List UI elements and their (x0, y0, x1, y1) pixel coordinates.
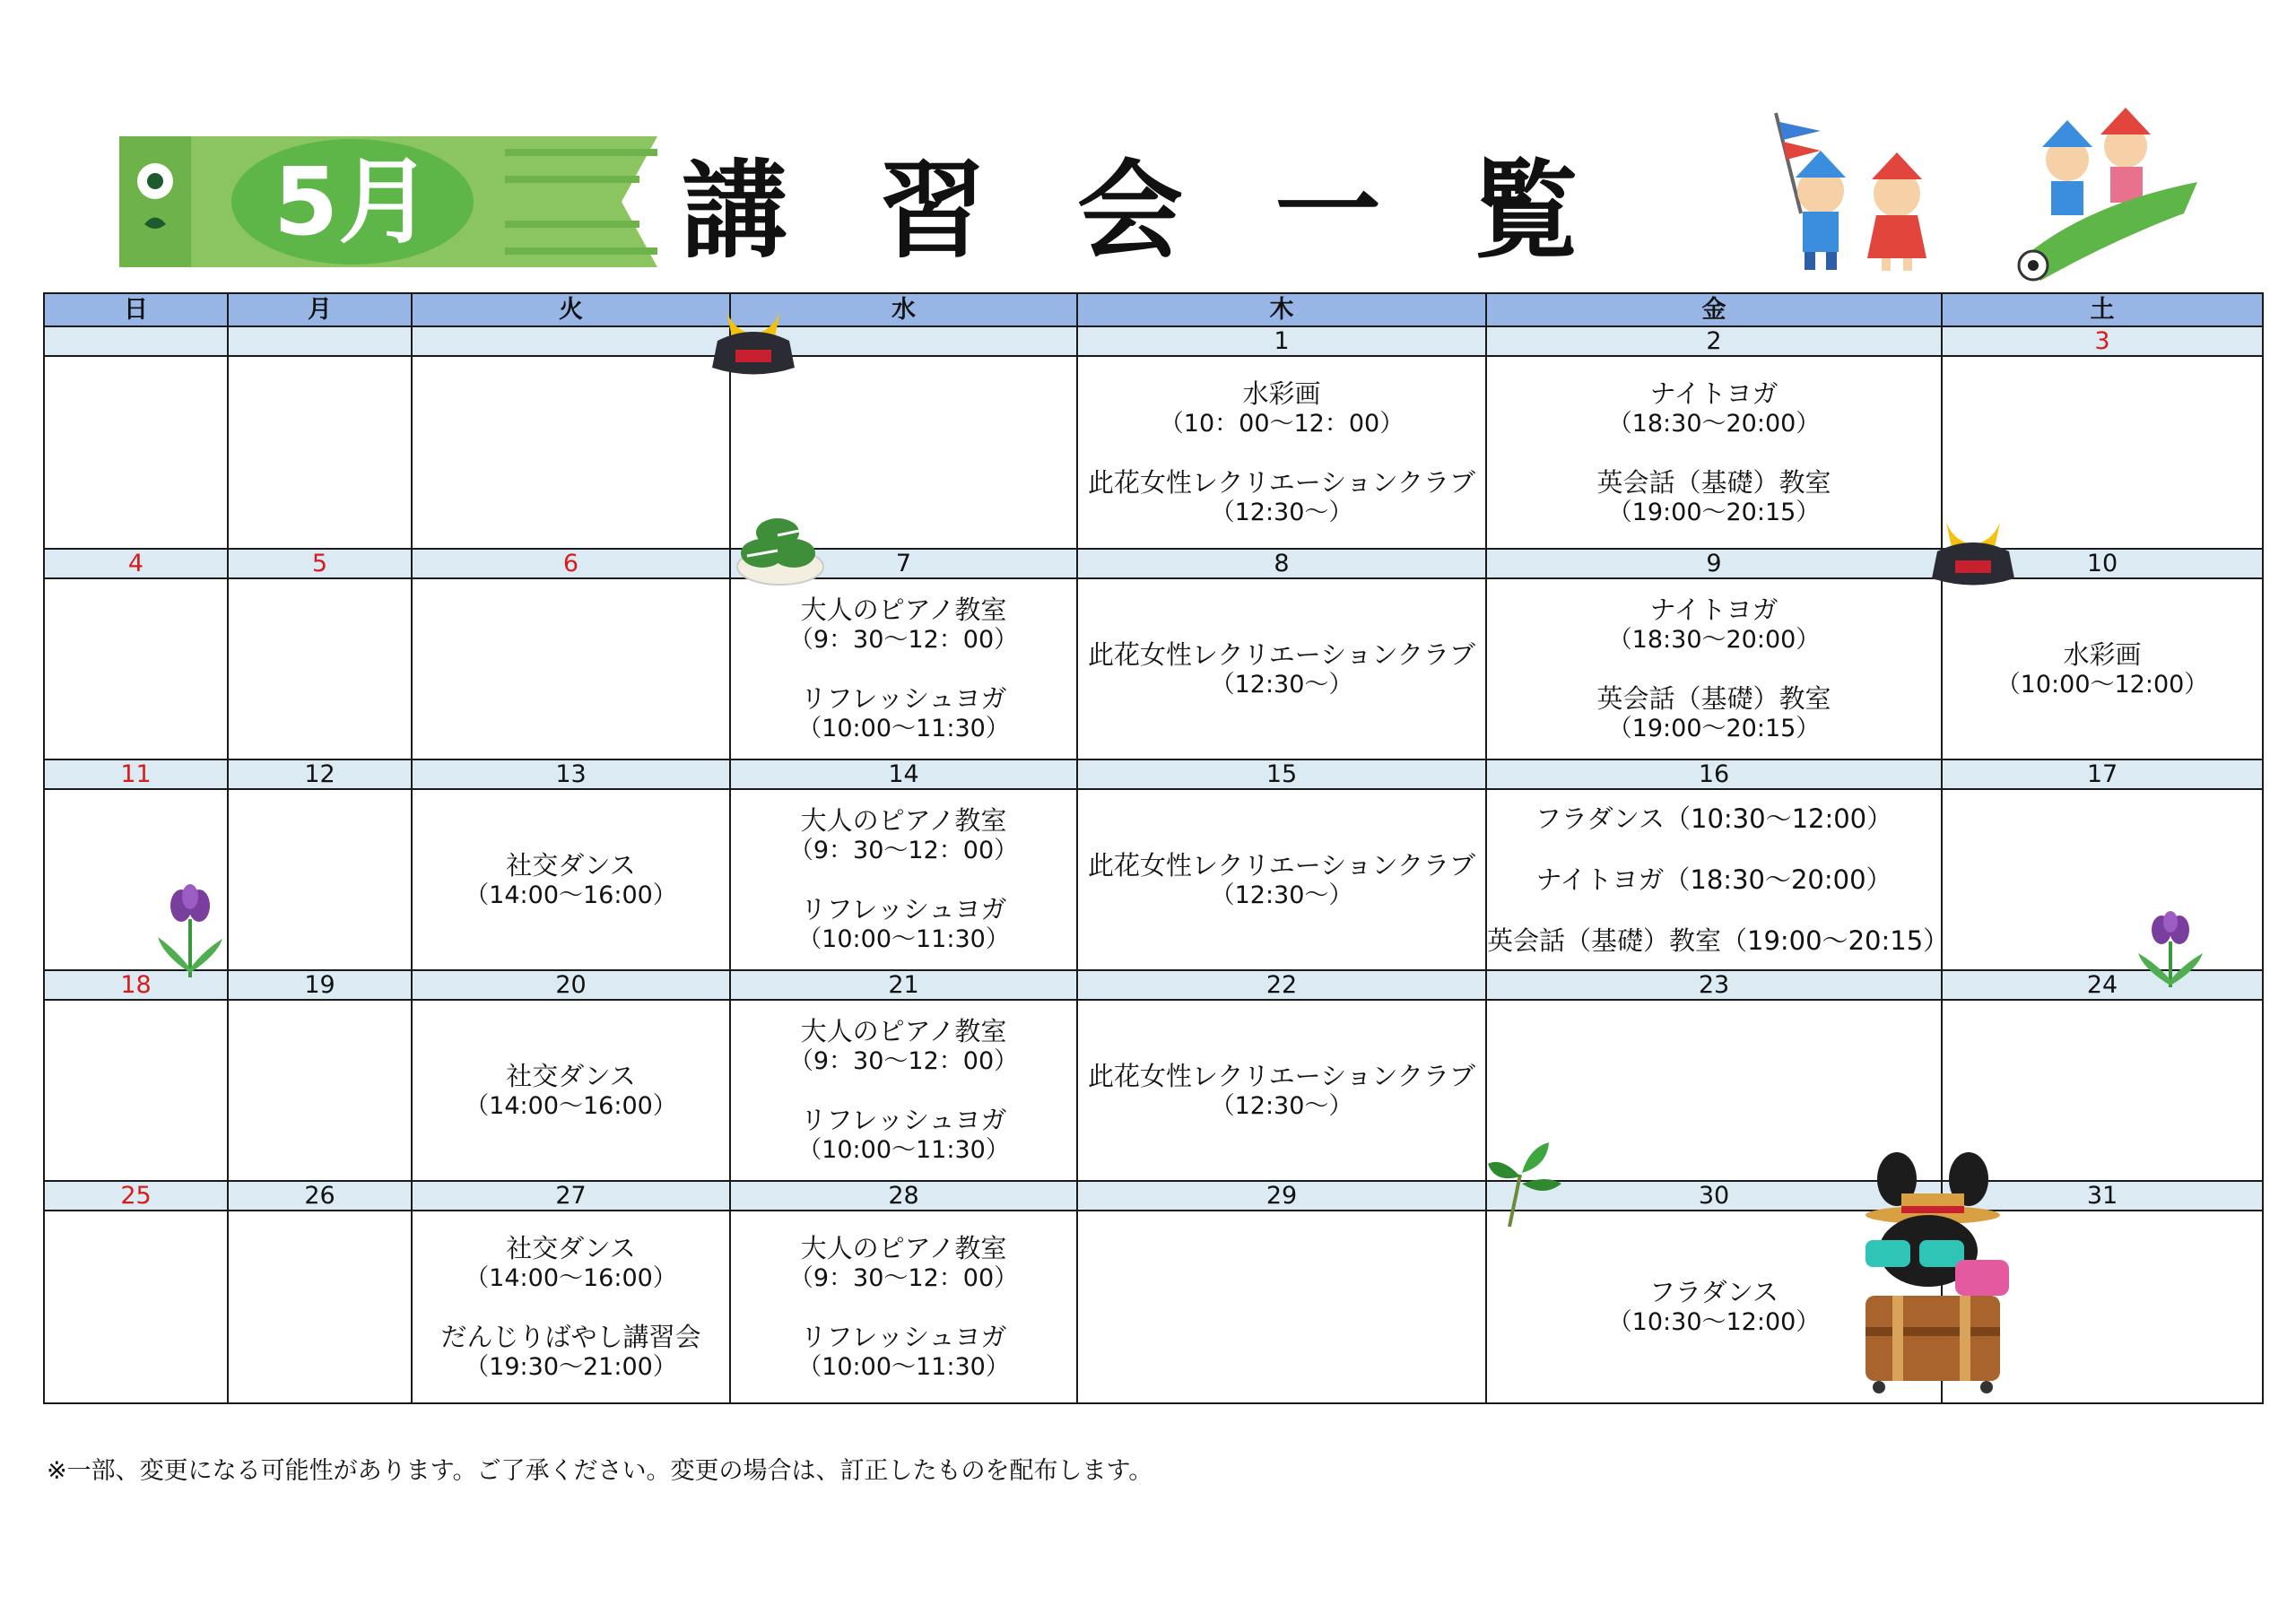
day-cell (730, 789, 1077, 970)
weekday-tue: 火 (412, 293, 730, 326)
day-number: 19 (228, 970, 412, 1000)
day-cell (44, 1211, 228, 1403)
event-item (413, 1322, 729, 1382)
event-time: （14:00～16:00） (465, 1091, 677, 1120)
title-char: 会 (1076, 149, 1183, 273)
day-cell (44, 356, 228, 549)
event-time: （12:30～） (1210, 1091, 1353, 1120)
event-time: （12:30～） (1210, 881, 1353, 909)
title-char: 習 (879, 149, 986, 273)
day-cell (1077, 356, 1486, 549)
event-item (1078, 639, 1485, 699)
event-item (1487, 378, 1941, 438)
event-item (413, 850, 729, 910)
children-flag-illustration (1758, 106, 1969, 276)
event-item (1078, 1061, 1485, 1121)
day-cell (1077, 1211, 1486, 1403)
event-time: （12:30～） (1210, 498, 1353, 526)
event-name: フラダンス（10:30～12:00） (1535, 803, 1893, 834)
day-cell (412, 789, 730, 970)
day-number: 30 (1486, 1181, 1942, 1211)
day-number: 15 (1077, 759, 1486, 789)
event-item (1487, 803, 1941, 834)
event-time: （10:30～12:00） (1607, 1308, 1821, 1336)
event-name: 英会話（基礎）教室 (1596, 466, 1831, 498)
event-name: リフレッシュヨガ (800, 1321, 1007, 1352)
page-title (682, 135, 1578, 273)
day-number: 7 (730, 549, 1077, 578)
day-number-row (44, 970, 2263, 1000)
weekday-mon: 月 (228, 293, 412, 326)
event-item (731, 1322, 1076, 1382)
weekday-header-row (44, 293, 2263, 326)
day-number: 24 (1942, 970, 2263, 1000)
day-number-row (44, 759, 2263, 789)
weekday-fri: 金 (1486, 293, 1942, 326)
day-cell (412, 356, 730, 549)
weekday-sat: 土 (1942, 293, 2263, 326)
event-item (731, 1233, 1076, 1293)
event-item (1487, 467, 1941, 527)
day-cell (730, 1000, 1077, 1181)
day-cell (44, 1000, 228, 1181)
day-cell (730, 578, 1077, 759)
title-char: 覧 (1472, 149, 1578, 273)
day-number (228, 326, 412, 356)
event-time: （18:30～20:00） (1607, 626, 1821, 654)
event-name: 水彩画 (1242, 378, 1321, 409)
event-item (1943, 639, 2262, 699)
day-cell (44, 578, 228, 759)
day-cell (228, 356, 412, 549)
event-time: （19:30～21:00） (465, 1352, 677, 1381)
event-item (413, 1233, 729, 1293)
event-time: （19:00～20:15） (1607, 498, 1821, 526)
day-number: 25 (44, 1181, 228, 1211)
day-number: 2 (1486, 326, 1942, 356)
event-name: リフレッシュヨガ (800, 1105, 1007, 1135)
day-cell (228, 789, 412, 970)
event-name: 社交ダンス (506, 1060, 636, 1091)
event-time: （10:00～11:30） (797, 1352, 1010, 1381)
event-item (1487, 925, 1950, 956)
day-number: 16 (1486, 759, 1942, 789)
event-time: （10：00～12：00） (1159, 409, 1405, 438)
day-cell (228, 578, 412, 759)
day-cell (1486, 356, 1942, 549)
day-number: 11 (44, 759, 228, 789)
day-cell (412, 1000, 730, 1181)
event-time: （18:30～20:00） (1607, 409, 1821, 438)
event-name: 社交ダンス (506, 1232, 636, 1263)
event-item (731, 1105, 1076, 1165)
event-time: （12:30～） (1210, 670, 1353, 699)
day-number: 13 (412, 759, 730, 789)
event-name: ナイトヨガ（18:30～20:00） (1535, 864, 1892, 895)
day-number: 17 (1942, 759, 2263, 789)
event-item (1078, 850, 1485, 910)
day-number: 12 (228, 759, 412, 789)
event-time: （19:00～20:15） (1607, 715, 1821, 742)
event-item (731, 1016, 1076, 1076)
event-item (731, 595, 1076, 655)
day-number (44, 326, 228, 356)
event-name: 此花女性レクリエーションクラブ (1087, 466, 1476, 498)
day-number: 31 (1942, 1181, 2263, 1211)
event-item (1487, 683, 1941, 743)
event-name: リフレッシュヨガ (800, 683, 1007, 714)
day-number: 28 (730, 1181, 1077, 1211)
day-number: 10 (1942, 549, 2263, 578)
event-name: 此花女性レクリエーションクラブ (1087, 849, 1476, 881)
day-number: 8 (1077, 549, 1486, 578)
events-row (44, 789, 2263, 970)
day-number: 9 (1486, 549, 1942, 578)
event-name: 社交ダンス (506, 849, 636, 881)
day-cell (412, 1211, 730, 1403)
event-name: ナイトヨガ (1649, 378, 1779, 409)
event-item (731, 805, 1076, 865)
event-item (731, 894, 1076, 954)
tea-leaf-icon (1484, 1139, 1565, 1228)
footnote: ※一部、変更になる可能性があります。ご了承ください。変更の場合は、訂正したものを配布します。 (47, 1457, 1153, 1485)
event-name: 大人のピアノ教室 (800, 1016, 1007, 1046)
kabuto-helmet-icon (1928, 507, 2018, 596)
day-cell (1942, 578, 2263, 759)
kashiwa-mochi-icon (731, 504, 825, 589)
event-name: リフレッシュヨガ (800, 894, 1007, 924)
title-char: 講 (682, 149, 788, 273)
day-number: 6 (412, 549, 730, 578)
event-item (413, 1061, 729, 1121)
iris-flower-icon (2135, 910, 2206, 991)
day-cell (1077, 578, 1486, 759)
weekday-sun: 日 (44, 293, 228, 326)
day-cell (228, 1211, 412, 1403)
event-item (1487, 595, 1941, 655)
day-number: 20 (412, 970, 730, 1000)
day-cell (1486, 789, 1950, 970)
day-number: 3 (1942, 326, 2263, 356)
event-time: （10:00～11:30） (797, 715, 1010, 742)
day-cell (1486, 578, 1942, 759)
kabuto-helmet-icon (709, 296, 798, 386)
day-number: 29 (1077, 1181, 1486, 1211)
event-name: 大人のピアノ教室 (800, 805, 1007, 836)
event-time: （10:00～11:30） (797, 925, 1010, 953)
iris-flower-icon (154, 883, 226, 982)
weekday-thu: 木 (1077, 293, 1486, 326)
event-name: 水彩画 (2063, 638, 2142, 670)
day-number: 4 (44, 549, 228, 578)
day-cell (228, 1000, 412, 1181)
event-time: （14:00～16:00） (465, 1263, 677, 1292)
day-number: 14 (730, 759, 1077, 789)
event-time: （14:00～16:00） (465, 881, 677, 909)
day-number: 22 (1077, 970, 1486, 1000)
day-number: 27 (412, 1181, 730, 1211)
event-name: ナイトヨガ (1649, 595, 1779, 625)
weekday-wed: 水 (730, 293, 1077, 326)
event-item (731, 683, 1076, 743)
title-char: 一 (1274, 149, 1381, 273)
day-number: 5 (228, 549, 412, 578)
day-cell (412, 578, 730, 759)
event-name: 英会話（基礎）教室（19:00～20:15） (1487, 925, 1950, 956)
event-name: フラダンス (1648, 1277, 1779, 1307)
children-riding-koinobori-illustration (2005, 106, 2211, 285)
day-number (412, 326, 730, 356)
events-row (44, 578, 2263, 759)
day-number: 1 (1077, 326, 1486, 356)
day-number: 21 (730, 970, 1077, 1000)
event-time: （10:00～11:30） (797, 1136, 1010, 1164)
day-number: 18 (44, 970, 228, 1000)
day-cell (1077, 789, 1486, 970)
event-name: 英会話（基礎）教室 (1596, 683, 1831, 714)
event-item (1487, 864, 1941, 895)
day-cell (1077, 1000, 1486, 1181)
event-name: だんじりばやし講習会 (440, 1321, 701, 1352)
event-name: 此花女性レクリエーションクラブ (1087, 638, 1476, 670)
day-number: 23 (1486, 970, 1942, 1000)
event-time: （9：30～12：00） (788, 837, 1019, 864)
event-name: 此花女性レクリエーションクラブ (1087, 1060, 1476, 1091)
event-time: （10:00～12:00） (1996, 670, 2209, 699)
day-number-row (44, 326, 2263, 356)
banner-month-label: 5月 (273, 147, 432, 256)
event-name: 大人のピアノ教室 (800, 595, 1007, 625)
koinobori-month-banner (119, 126, 657, 278)
event-time: （9：30～12：00） (788, 626, 1019, 654)
day-cell (730, 1211, 1077, 1403)
event-item (1078, 378, 1485, 438)
event-time: （9：30～12：00） (788, 1263, 1019, 1292)
day-number: 26 (228, 1181, 412, 1211)
event-name: 大人のピアノ教室 (800, 1232, 1007, 1263)
event-time: （9：30～12：00） (788, 1047, 1019, 1075)
event-item (1078, 467, 1485, 527)
rabbit-traveler-illustration (1848, 1152, 2018, 1394)
day-cell (1942, 789, 2263, 970)
